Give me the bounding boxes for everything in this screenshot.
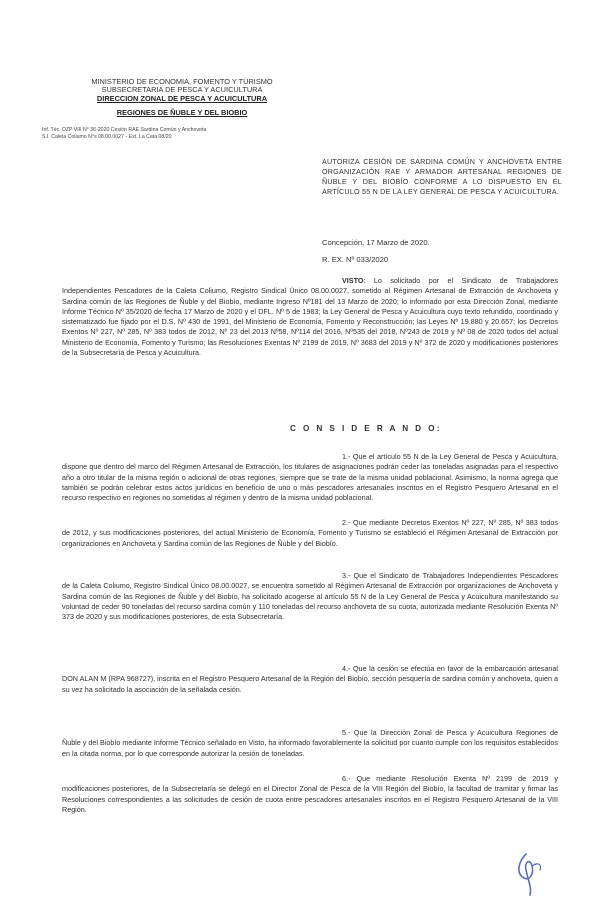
reference-line-1: Inf. Téc. DZP VIII N° 36-2020 Cesión RAE Sardina Común y Anchoveta xyxy=(42,127,207,133)
ministry-line: MINISTERIO DE ECONOMIA, FOMENTO Y TURISMO xyxy=(91,77,273,86)
considerando-5: 5.- Que la Dirección Zonal de Pesca y Acuicultura Regiones de Ñuble y del Biobío mediante Informe Técnico señalado en Visto, ha informado favorablemente la solicitud por cuanto cumple con los requisitos establecidos en la citada norma, por lo que corresponde autorizar la cesión de toneladas. xyxy=(62,728,558,758)
resolution-subject: AUTORIZA CESIÓN DE SARDINA COMÚN Y ANCHOVETA ENTRE ORGANIZACIÓN RAE Y ARMADOR ARTESANAL REGIONES DE ÑUBLE Y DEL BIOBÍO CONFORME A LO DISPUESTO EN EL ARTÍCULO 55 N DE LA LEY GENERAL DE PESCA Y ACUICULTURA. xyxy=(322,157,562,196)
considerando-4: 4.- Que la cesión se efectúa en favor de la embarcación artesanal DON ALAN M (RPA 968727), inscrita en el Registro Pesquero Artesanal de la Región del Biobío, sección pesquería de sardina común y anchoveta, quien a su vez ha solicitado la asociación de la señalada cesión. xyxy=(62,664,558,694)
considerando-1: 1.- Que el artículo 55 N de la Ley General de Pesca y Acuicultura, dispone que dentro del marco del Régimen Artesanal de Extracción, los titulares de asignaciones podrán ceder las toneladas asignadas para el respectivo año a otro titular de la misma región o adicional de otras regiones, siempre que se trate de la misma unidad poblacional. Asimismo, la norma agrega que también se podrán celebrar estos actos jurídicos en beneficio de uno o más pescadores artesanales inscritos en el Registro Pesquero Artesanal en el recurso respectivo en regiones no sometidas al régimen y dentro de la misma unidad poblacional. xyxy=(62,452,558,503)
subsecretariat-line: SUBSECRETARIA DE PESCA Y ACUICULTURA xyxy=(101,85,263,95)
resolution-number: R. EX. Nº 033/2020 xyxy=(322,255,389,264)
considerando-heading: C O N S I D E R A N D O: xyxy=(290,424,443,433)
reference-block xyxy=(42,127,292,141)
directorate-line: DIRECCION ZONAL DE PESCA Y ACUICULTURA xyxy=(96,93,268,103)
reference-line-2: S.I. Caleta Coliumo N°s 08.00.0027 - Ext. La Cata 08/20 xyxy=(42,134,172,140)
place-date: Concepción, 17 Marzo de 2020. xyxy=(322,238,430,247)
considerando-2: 2.- Que mediante Decretos Exentos Nº 227, Nº 285, Nº 383 todos de 2012, y sus modificaciones posteriores, del actual Ministerio de Economía, Fomento y Turismo se estableció el Régimen Artesanal de Extracción por organizaciones en Anchoveta y Sardina común de las Regiones de Ñuble y del Biobío. xyxy=(62,518,558,548)
institution-header xyxy=(62,78,302,118)
visto-label: VISTO xyxy=(342,276,364,285)
visto-paragraph xyxy=(62,276,558,358)
visto-text: : Lo solicitado por el Sindicato de Trabajadores Independientes Pescadores de la Caleta Coliumo, Registro Sindical Único 08.00.0027, sometido al Régimen Artesanal de Extracción de Anchoveta y Sardina común de las Regiones de Ñuble y del Biobío, mediante Ingreso Nº181 del 13 Marzo de 2020; lo informado por esta Dirección Zonal, mediante Informe Técnico Nº 35/2020 de fecha 17 Marzo de 2020 y el DFL. Nº 5 de 1983; la Ley General de Pesca y Acuicultura cuyo texto refundido, coordinado y sistematizado fue fijado por el D.S. Nº 430 de 1991, del Ministerio de Economía, Fomento y Reconstrucción; las Leyes Nº 19.880 y 20.657; los Decretos Exentos Nº 227, Nº 285, Nº 383 todos de 2012, Nº 23 del 2013 Nº58, Nº114 del 2016, Nº535 del 2018, Nº243 de 2019 y Nº 08 de 2020 todos del actual Ministerio de Economía, Fomento y Turismo; las Resoluciones Exentas Nº 2199 de 2019, Nº 3683 del 2019 y Nº 372 de 2020 y modificaciones posteriores de la Subsecretaría de Pesca y Acuicultura. xyxy=(62,276,558,358)
considerando-3: 3.- Que el Sindicato de Trabajadores Independientes Pescadores de la Caleta Coliumo, Registro Sindical Único 08.00.0027, se encuentra sometido al Régimen Artesanal de Extracción por organizaciones de Anchoveta y Sardina común de las Regiones de Ñuble y del Biobío, ha solicitado acogerse al artículo 55 N de la Ley General de Pesca y Acuicultura manifestando su voluntad de ceder 90 toneladas del recurso sardina común y 110 toneladas del recurso anchoveta de su cuota, autorizada mediante Resolución Exenta Nº 373 de 2020 y sus modificaciones posteriores, de esta Subsecretaría. xyxy=(62,571,558,622)
handwritten-signature xyxy=(512,848,552,898)
regions-line: REGIONES DE ÑUBLE Y DEL BIOBIO xyxy=(116,108,248,118)
considerando-6: 6.- Que mediante Resolución Exenta Nº 2199 de 2019 y modificaciones posteriores, de la Subsecretaría se delegó en el Director Zonal de Pesca de la VIII Región del Biobío, la facultad de tramitar y firmar las Resoluciones correspondientes a las solicitudes de cesión de cuota entre pescadores artesanales inscritos en el Registro Pesquero Artesanal de la VIII Región. xyxy=(62,774,558,814)
